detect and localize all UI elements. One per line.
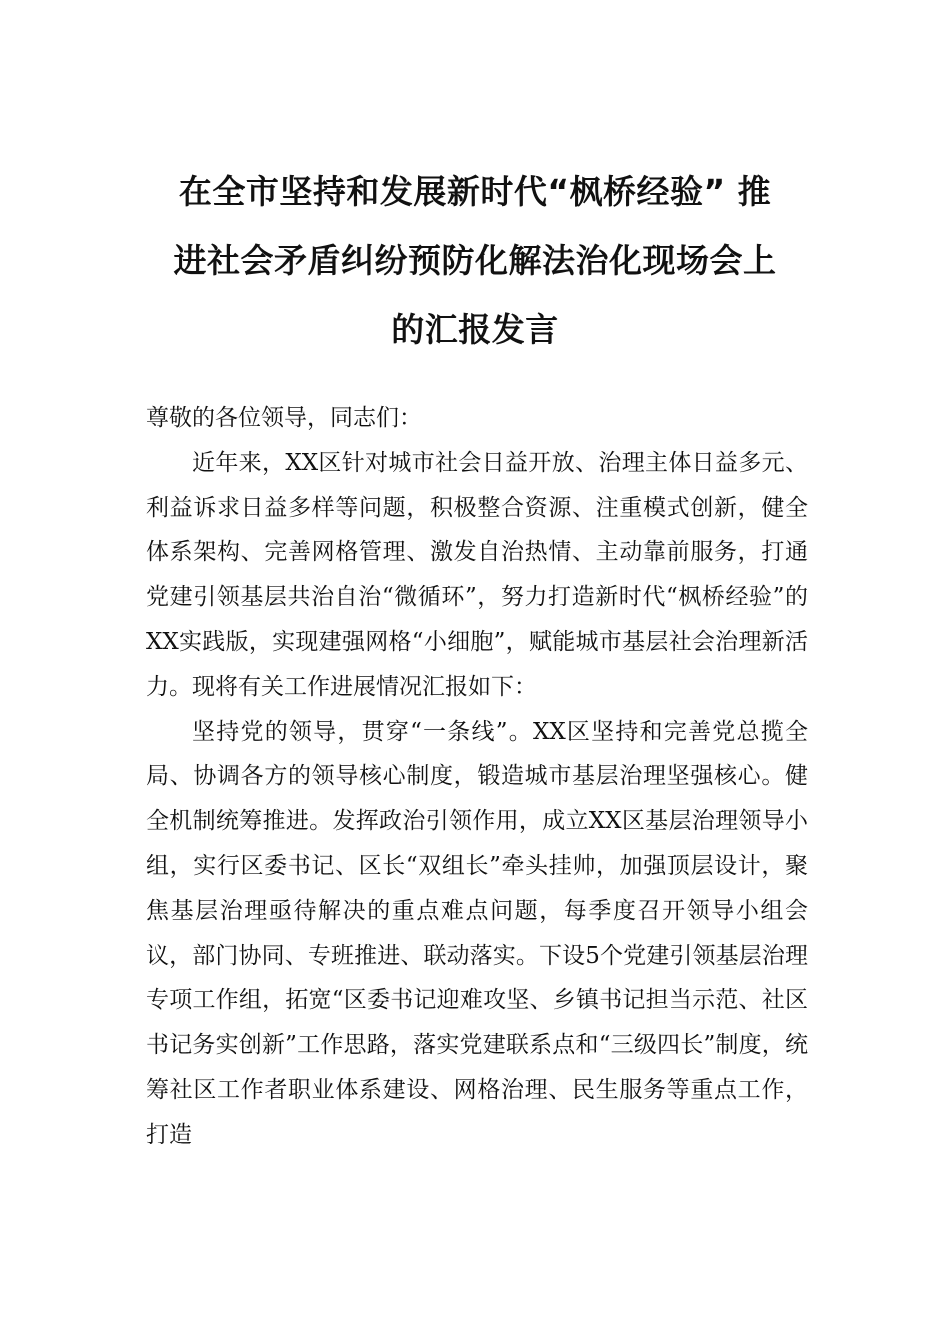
- document-body: [146, 396, 808, 1158]
- title-line-1: 在全市坚持和发展新时代“枫桥经验” 推: [178, 172, 772, 211]
- title-line-3: 的汇报发言: [391, 310, 559, 349]
- document-title: [130, 157, 820, 364]
- salutation: 尊敬的各位领导，同志们：: [146, 405, 422, 431]
- paragraph-party-leadership: 坚持党的领导，贯穿“一条线”。XX区坚持和完善党总揽全局、协调各方的领导核心制度，锻造城市基层治理坚强核心。健全机制统筹推进。发挥政治引领作用，成立XX区基层治理领导小组，实行区委书记、区长“双组长”牵头挂帅，加强顶层设计，聚焦基层治理亟待解决的重点难点问题，每季度召开领导小组会议，部门协同、专班推进、联动落实。下设5个党建引领基层治理专项工作组，拓宽“区委书记迎难攻坚、乡镇书记担当示范、社区书记务实创新”工作思路，落实党建联系点和“三级四长”制度，统筹社区工作者职业体系建设、网格治理、民生服务等重点工作，打造: [146, 718, 808, 1148]
- title-line-2: 进社会矛盾纠纷预防化解法治化现场会上: [173, 241, 777, 280]
- paragraph-intro: 近年来，XX区针对城市社会日益开放、治理主体日益多元、利益诉求日益多样等问题，积极整合资源、注重模式创新，健全体系架构、完善网格管理、激发自治热情、主动靠前服务，打通党建引领基层共治自治“微循环”，努力打造新时代“枫桥经验”的XX实践版，实现建强网格“小细胞”，赋能城市基层社会治理新活力。现将有关工作进展情况汇报如下：: [146, 449, 808, 700]
